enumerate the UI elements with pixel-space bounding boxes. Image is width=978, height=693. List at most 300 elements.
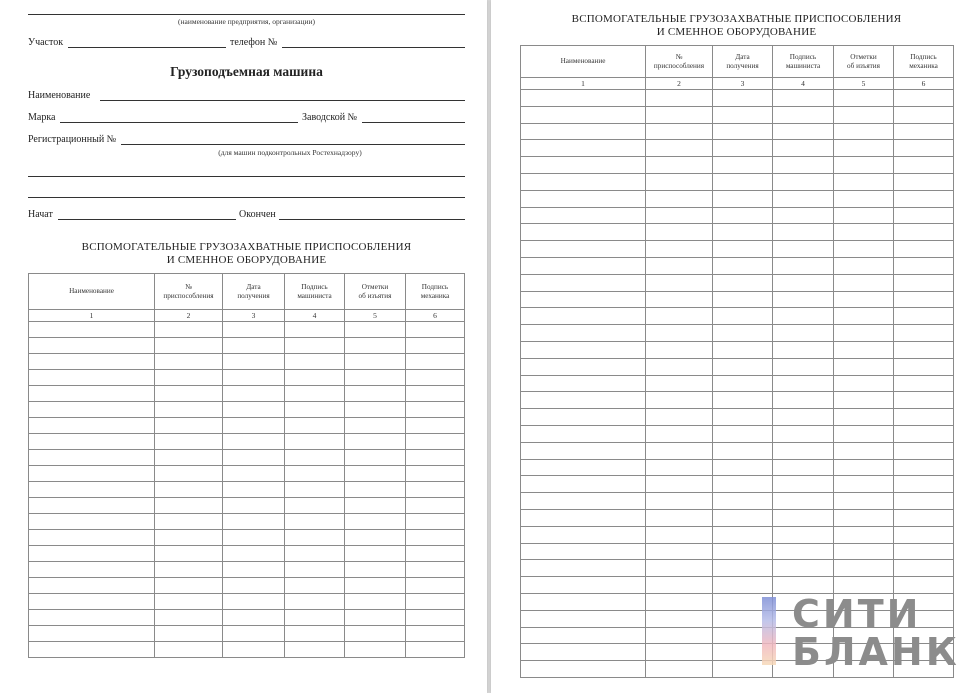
table-cell[interactable]	[29, 626, 155, 642]
table-cell[interactable]	[223, 562, 285, 578]
table-cell[interactable]	[521, 325, 646, 342]
table-cell[interactable]	[834, 90, 894, 107]
table-cell[interactable]	[713, 190, 773, 207]
table-cell[interactable]	[834, 274, 894, 291]
table-cell[interactable]	[345, 322, 406, 338]
table-cell[interactable]	[773, 157, 834, 174]
table-cell[interactable]	[894, 325, 954, 342]
table-cell[interactable]	[646, 274, 713, 291]
table-cell[interactable]	[713, 560, 773, 577]
table-cell[interactable]	[646, 661, 713, 678]
table-cell[interactable]	[894, 392, 954, 409]
table-cell[interactable]	[646, 543, 713, 560]
table-cell[interactable]	[894, 476, 954, 493]
table-cell[interactable]	[223, 466, 285, 482]
table-cell[interactable]	[345, 562, 406, 578]
table-cell[interactable]	[646, 509, 713, 526]
table-cell[interactable]	[155, 466, 223, 482]
table-cell[interactable]	[894, 442, 954, 459]
table-cell[interactable]	[773, 459, 834, 476]
table-cell[interactable]	[521, 610, 646, 627]
table-cell[interactable]	[646, 90, 713, 107]
table-cell[interactable]	[773, 173, 834, 190]
table-cell[interactable]	[646, 358, 713, 375]
table-cell[interactable]	[834, 392, 894, 409]
table-cell[interactable]	[285, 642, 345, 658]
table-cell[interactable]	[521, 241, 646, 258]
table-cell[interactable]	[155, 578, 223, 594]
table-cell[interactable]	[345, 386, 406, 402]
table-cell[interactable]	[345, 514, 406, 530]
table-cell[interactable]	[223, 450, 285, 466]
table-cell[interactable]	[646, 308, 713, 325]
table-cell[interactable]	[646, 459, 713, 476]
table-cell[interactable]	[646, 291, 713, 308]
table-cell[interactable]	[834, 425, 894, 442]
table-cell[interactable]	[894, 560, 954, 577]
table-cell[interactable]	[834, 560, 894, 577]
table-cell[interactable]	[345, 466, 406, 482]
table-cell[interactable]	[521, 358, 646, 375]
table-cell[interactable]	[894, 90, 954, 107]
table-cell[interactable]	[521, 493, 646, 510]
table-cell[interactable]	[521, 257, 646, 274]
table-cell[interactable]	[521, 627, 646, 644]
table-cell[interactable]	[29, 418, 155, 434]
table-cell[interactable]	[646, 425, 713, 442]
table-cell[interactable]	[521, 459, 646, 476]
table-cell[interactable]	[155, 562, 223, 578]
table-cell[interactable]	[773, 106, 834, 123]
table-cell[interactable]	[29, 322, 155, 338]
table-cell[interactable]	[223, 626, 285, 642]
table-cell[interactable]	[646, 627, 713, 644]
table-cell[interactable]	[345, 354, 406, 370]
table-cell[interactable]	[773, 392, 834, 409]
table-cell[interactable]	[834, 459, 894, 476]
table-cell[interactable]	[345, 642, 406, 658]
end-field[interactable]	[279, 219, 465, 220]
table-cell[interactable]	[285, 610, 345, 626]
table-cell[interactable]	[646, 493, 713, 510]
table-cell[interactable]	[521, 392, 646, 409]
table-cell[interactable]	[521, 560, 646, 577]
table-cell[interactable]	[223, 418, 285, 434]
table-cell[interactable]	[285, 434, 345, 450]
table-cell[interactable]	[29, 642, 155, 658]
table-cell[interactable]	[713, 526, 773, 543]
table-cell[interactable]	[646, 409, 713, 426]
table-cell[interactable]	[894, 358, 954, 375]
table-cell[interactable]	[713, 123, 773, 140]
table-cell[interactable]	[155, 354, 223, 370]
table-cell[interactable]	[713, 375, 773, 392]
table-cell[interactable]	[521, 140, 646, 157]
table-cell[interactable]	[773, 274, 834, 291]
table-cell[interactable]	[834, 409, 894, 426]
table-cell[interactable]	[155, 514, 223, 530]
table-cell[interactable]	[406, 450, 465, 466]
table-cell[interactable]	[521, 173, 646, 190]
table-cell[interactable]	[285, 530, 345, 546]
table-cell[interactable]	[29, 466, 155, 482]
table-cell[interactable]	[406, 418, 465, 434]
table-cell[interactable]	[155, 594, 223, 610]
table-cell[interactable]	[285, 322, 345, 338]
table-cell[interactable]	[646, 257, 713, 274]
table-cell[interactable]	[345, 450, 406, 466]
table-cell[interactable]	[834, 241, 894, 258]
table-cell[interactable]	[834, 123, 894, 140]
table-cell[interactable]	[345, 578, 406, 594]
table-cell[interactable]	[406, 530, 465, 546]
table-cell[interactable]	[285, 450, 345, 466]
table-cell[interactable]	[285, 338, 345, 354]
table-cell[interactable]	[834, 257, 894, 274]
table-cell[interactable]	[646, 190, 713, 207]
table-cell[interactable]	[894, 543, 954, 560]
table-cell[interactable]	[285, 578, 345, 594]
table-cell[interactable]	[894, 207, 954, 224]
table-cell[interactable]	[834, 476, 894, 493]
table-cell[interactable]	[834, 291, 894, 308]
table-cell[interactable]	[646, 207, 713, 224]
table-cell[interactable]	[521, 157, 646, 174]
table-cell[interactable]	[834, 543, 894, 560]
table-cell[interactable]	[345, 498, 406, 514]
table-cell[interactable]	[345, 610, 406, 626]
table-cell[interactable]	[345, 434, 406, 450]
table-cell[interactable]	[406, 514, 465, 530]
table-cell[interactable]	[223, 530, 285, 546]
table-cell[interactable]	[773, 476, 834, 493]
table-cell[interactable]	[29, 354, 155, 370]
table-cell[interactable]	[713, 157, 773, 174]
table-cell[interactable]	[406, 594, 465, 610]
table-cell[interactable]	[834, 308, 894, 325]
table-cell[interactable]	[713, 577, 773, 594]
section-field[interactable]	[68, 47, 226, 48]
table-cell[interactable]	[155, 626, 223, 642]
table-cell[interactable]	[834, 341, 894, 358]
table-cell[interactable]	[345, 402, 406, 418]
table-cell[interactable]	[894, 509, 954, 526]
table-cell[interactable]	[713, 425, 773, 442]
table-cell[interactable]	[646, 123, 713, 140]
table-cell[interactable]	[646, 224, 713, 241]
table-cell[interactable]	[894, 493, 954, 510]
table-cell[interactable]	[646, 644, 713, 661]
table-cell[interactable]	[345, 370, 406, 386]
table-cell[interactable]	[646, 526, 713, 543]
table-cell[interactable]	[773, 190, 834, 207]
table-cell[interactable]	[223, 514, 285, 530]
table-cell[interactable]	[773, 375, 834, 392]
table-cell[interactable]	[521, 476, 646, 493]
table-cell[interactable]	[894, 190, 954, 207]
table-cell[interactable]	[155, 434, 223, 450]
table-cell[interactable]	[713, 341, 773, 358]
table-cell[interactable]	[773, 543, 834, 560]
table-cell[interactable]	[713, 459, 773, 476]
table-cell[interactable]	[646, 593, 713, 610]
table-cell[interactable]	[894, 224, 954, 241]
table-cell[interactable]	[521, 409, 646, 426]
name-field[interactable]	[100, 100, 465, 101]
table-cell[interactable]	[521, 593, 646, 610]
table-cell[interactable]	[646, 241, 713, 258]
table-cell[interactable]	[713, 291, 773, 308]
table-cell[interactable]	[29, 450, 155, 466]
table-cell[interactable]	[773, 241, 834, 258]
table-cell[interactable]	[285, 626, 345, 642]
table-cell[interactable]	[223, 498, 285, 514]
table-cell[interactable]	[773, 509, 834, 526]
table-cell[interactable]	[155, 642, 223, 658]
phone-field[interactable]	[282, 47, 465, 48]
table-cell[interactable]	[29, 482, 155, 498]
table-cell[interactable]	[646, 157, 713, 174]
table-cell[interactable]	[713, 207, 773, 224]
table-cell[interactable]	[521, 442, 646, 459]
table-cell[interactable]	[894, 375, 954, 392]
table-cell[interactable]	[646, 375, 713, 392]
table-cell[interactable]	[285, 562, 345, 578]
table-cell[interactable]	[155, 546, 223, 562]
table-cell[interactable]	[773, 257, 834, 274]
table-cell[interactable]	[521, 207, 646, 224]
table-cell[interactable]	[155, 530, 223, 546]
table-cell[interactable]	[834, 140, 894, 157]
table-cell[interactable]	[834, 157, 894, 174]
table-cell[interactable]	[646, 610, 713, 627]
table-cell[interactable]	[406, 354, 465, 370]
table-cell[interactable]	[773, 442, 834, 459]
table-cell[interactable]	[223, 642, 285, 658]
table-cell[interactable]	[773, 325, 834, 342]
table-cell[interactable]	[155, 402, 223, 418]
table-cell[interactable]	[834, 224, 894, 241]
table-cell[interactable]	[223, 546, 285, 562]
table-cell[interactable]	[521, 106, 646, 123]
table-cell[interactable]	[646, 560, 713, 577]
table-cell[interactable]	[406, 386, 465, 402]
table-cell[interactable]	[223, 370, 285, 386]
table-cell[interactable]	[285, 514, 345, 530]
table-cell[interactable]	[406, 642, 465, 658]
table-cell[interactable]	[834, 358, 894, 375]
blank-line-2[interactable]	[28, 197, 465, 198]
table-cell[interactable]	[155, 482, 223, 498]
table-cell[interactable]	[773, 341, 834, 358]
table-cell[interactable]	[345, 626, 406, 642]
table-cell[interactable]	[713, 106, 773, 123]
table-cell[interactable]	[773, 308, 834, 325]
table-cell[interactable]	[646, 476, 713, 493]
table-cell[interactable]	[834, 173, 894, 190]
table-cell[interactable]	[155, 386, 223, 402]
table-cell[interactable]	[29, 530, 155, 546]
table-cell[interactable]	[406, 466, 465, 482]
table-cell[interactable]	[894, 140, 954, 157]
table-cell[interactable]	[345, 594, 406, 610]
table-cell[interactable]	[521, 224, 646, 241]
table-cell[interactable]	[834, 493, 894, 510]
table-cell[interactable]	[406, 546, 465, 562]
table-cell[interactable]	[285, 466, 345, 482]
table-cell[interactable]	[646, 173, 713, 190]
table-cell[interactable]	[713, 173, 773, 190]
table-cell[interactable]	[773, 90, 834, 107]
table-cell[interactable]	[894, 341, 954, 358]
table-cell[interactable]	[223, 482, 285, 498]
table-cell[interactable]	[773, 123, 834, 140]
table-cell[interactable]	[521, 90, 646, 107]
table-cell[interactable]	[29, 562, 155, 578]
table-cell[interactable]	[406, 402, 465, 418]
table-cell[interactable]	[713, 325, 773, 342]
table-cell[interactable]	[406, 578, 465, 594]
table-cell[interactable]	[894, 274, 954, 291]
table-cell[interactable]	[894, 241, 954, 258]
table-cell[interactable]	[223, 322, 285, 338]
start-field[interactable]	[58, 219, 236, 220]
table-cell[interactable]	[29, 402, 155, 418]
table-cell[interactable]	[285, 402, 345, 418]
table-cell[interactable]	[773, 207, 834, 224]
brand-field[interactable]	[60, 122, 298, 123]
table-cell[interactable]	[406, 338, 465, 354]
table-cell[interactable]	[285, 418, 345, 434]
table-cell[interactable]	[521, 308, 646, 325]
table-cell[interactable]	[894, 123, 954, 140]
table-cell[interactable]	[834, 509, 894, 526]
table-cell[interactable]	[894, 526, 954, 543]
table-cell[interactable]	[713, 90, 773, 107]
table-cell[interactable]	[223, 354, 285, 370]
table-cell[interactable]	[345, 418, 406, 434]
table-cell[interactable]	[223, 578, 285, 594]
table-cell[interactable]	[29, 338, 155, 354]
table-cell[interactable]	[29, 370, 155, 386]
table-cell[interactable]	[894, 257, 954, 274]
table-cell[interactable]	[406, 482, 465, 498]
table-cell[interactable]	[345, 338, 406, 354]
table-cell[interactable]	[894, 157, 954, 174]
table-cell[interactable]	[155, 322, 223, 338]
table-cell[interactable]	[29, 386, 155, 402]
table-cell[interactable]	[894, 577, 954, 594]
table-cell[interactable]	[406, 322, 465, 338]
table-cell[interactable]	[713, 493, 773, 510]
table-cell[interactable]	[713, 274, 773, 291]
table-cell[interactable]	[713, 442, 773, 459]
table-cell[interactable]	[155, 418, 223, 434]
table-cell[interactable]	[29, 610, 155, 626]
table-cell[interactable]	[521, 274, 646, 291]
table-cell[interactable]	[773, 358, 834, 375]
table-cell[interactable]	[646, 106, 713, 123]
table-cell[interactable]	[713, 224, 773, 241]
table-cell[interactable]	[894, 106, 954, 123]
table-cell[interactable]	[894, 291, 954, 308]
table-cell[interactable]	[773, 560, 834, 577]
table-cell[interactable]	[29, 498, 155, 514]
registration-field[interactable]	[121, 144, 465, 145]
table-cell[interactable]	[773, 526, 834, 543]
blank-line-1[interactable]	[28, 176, 465, 177]
table-cell[interactable]	[29, 514, 155, 530]
table-cell[interactable]	[155, 610, 223, 626]
table-cell[interactable]	[646, 577, 713, 594]
table-cell[interactable]	[223, 434, 285, 450]
table-cell[interactable]	[646, 442, 713, 459]
table-cell[interactable]	[521, 526, 646, 543]
table-cell[interactable]	[773, 224, 834, 241]
table-cell[interactable]	[223, 402, 285, 418]
table-cell[interactable]	[713, 257, 773, 274]
table-cell[interactable]	[29, 546, 155, 562]
table-cell[interactable]	[223, 338, 285, 354]
table-cell[interactable]	[894, 425, 954, 442]
table-cell[interactable]	[223, 386, 285, 402]
table-cell[interactable]	[713, 392, 773, 409]
table-cell[interactable]	[521, 425, 646, 442]
table-cell[interactable]	[834, 375, 894, 392]
table-cell[interactable]	[773, 291, 834, 308]
table-cell[interactable]	[345, 482, 406, 498]
table-cell[interactable]	[285, 386, 345, 402]
table-cell[interactable]	[406, 626, 465, 642]
table-cell[interactable]	[646, 325, 713, 342]
table-cell[interactable]	[713, 476, 773, 493]
table-cell[interactable]	[894, 308, 954, 325]
table-cell[interactable]	[894, 409, 954, 426]
table-cell[interactable]	[345, 546, 406, 562]
table-cell[interactable]	[894, 459, 954, 476]
table-cell[interactable]	[155, 370, 223, 386]
table-cell[interactable]	[285, 370, 345, 386]
table-cell[interactable]	[894, 173, 954, 190]
table-cell[interactable]	[29, 594, 155, 610]
table-cell[interactable]	[773, 409, 834, 426]
table-cell[interactable]	[155, 450, 223, 466]
table-cell[interactable]	[285, 354, 345, 370]
table-cell[interactable]	[406, 610, 465, 626]
table-cell[interactable]	[713, 509, 773, 526]
table-cell[interactable]	[155, 498, 223, 514]
table-cell[interactable]	[521, 341, 646, 358]
table-cell[interactable]	[713, 409, 773, 426]
table-cell[interactable]	[646, 140, 713, 157]
table-cell[interactable]	[406, 434, 465, 450]
table-cell[interactable]	[773, 140, 834, 157]
table-cell[interactable]	[834, 577, 894, 594]
table-cell[interactable]	[521, 644, 646, 661]
table-cell[interactable]	[285, 482, 345, 498]
table-cell[interactable]	[155, 338, 223, 354]
table-cell[interactable]	[521, 190, 646, 207]
table-cell[interactable]	[223, 610, 285, 626]
table-cell[interactable]	[29, 578, 155, 594]
serial-field[interactable]	[362, 122, 465, 123]
table-cell[interactable]	[345, 530, 406, 546]
table-cell[interactable]	[521, 509, 646, 526]
table-cell[interactable]	[713, 543, 773, 560]
table-cell[interactable]	[773, 577, 834, 594]
table-cell[interactable]	[406, 498, 465, 514]
table-cell[interactable]	[713, 308, 773, 325]
